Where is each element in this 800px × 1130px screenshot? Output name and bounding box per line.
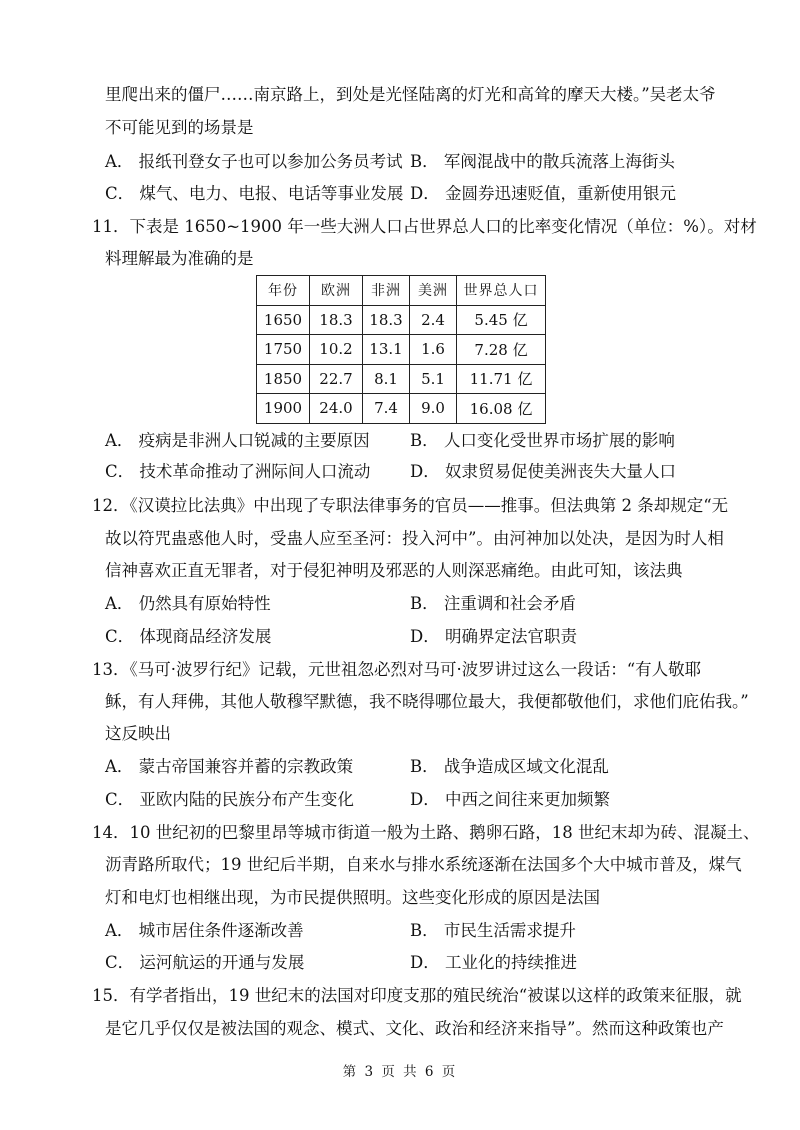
q14-stem-line-1: 14．10 世纪初的巴黎里昂等城市街道一般为土路、鹅卵石路，18 世纪末却为砖、混凝土、	[92, 823, 760, 842]
table-cell: 1650	[257, 305, 310, 335]
q12-option-a: A． 仍然具有原始特性	[105, 594, 271, 613]
table-row	[257, 364, 546, 394]
table-row	[257, 335, 546, 365]
table-cell: 2.4	[410, 305, 457, 335]
q14-option-c: C． 运河航运的开通与发展	[105, 953, 305, 972]
table-header-row	[257, 276, 546, 306]
population-table	[256, 275, 546, 424]
table-cell: 1850	[257, 364, 310, 394]
q13-option-b: B． 战争造成区域文化混乱	[410, 757, 609, 776]
table-header-cell: 年份	[257, 276, 310, 306]
table-cell: 18.3	[363, 305, 410, 335]
q10-option-a: A． 报纸刊登女子也可以参加公务员考试	[105, 152, 403, 171]
table-cell: 16.08 亿	[457, 394, 546, 424]
table-cell: 9.0	[410, 394, 457, 424]
q11-stem-line-1: 11．下表是 1650~1900 年一些大洲人口占世界总人口的比率变化情况（单位：%）。对材	[92, 217, 757, 236]
q14-option-a: A． 城市居住条件逐渐改善	[105, 921, 304, 940]
q12-stem-line-2: 故以符咒蛊惑他人时，受蛊人应至圣河：投入河中”。由河神加以处决，是因为时人相	[105, 529, 724, 548]
table-row	[257, 305, 546, 335]
q13-option-c: C． 亚欧内陆的民族分布产生变化	[105, 790, 354, 809]
q15-stem-line-2: 是它几乎仅仅是被法国的观念、模式、文化、政治和经济来指导”。然而这种政策也产	[105, 1019, 724, 1038]
table-cell: 13.1	[363, 335, 410, 365]
table-cell: 24.0	[310, 394, 363, 424]
q11-option-d: D． 奴隶贸易促使美洲丧失大量人口	[410, 462, 676, 481]
q11-option-b: B． 人口变化受世界市场扩展的影响	[410, 431, 675, 450]
q10-option-c: C． 煤气、电力、电报、电话等事业发展	[105, 184, 404, 203]
table-row	[257, 394, 546, 424]
q12-stem-line-1: 12．《汉谟拉比法典》中出现了专职法律事务的官员——推事。但法典第 2 条却规定“无	[92, 496, 729, 515]
q12-option-d: D． 明确界定法官职责	[410, 627, 577, 646]
q12-stem-line-3: 信神喜欢正直无罪者，对于侵犯神明及邪恶的人则深恶痛绝。由此可知，该法典	[105, 561, 683, 580]
table-cell: 1750	[257, 335, 310, 365]
table-cell: 10.2	[310, 335, 363, 365]
q12-option-c: C． 体现商品经济发展	[105, 627, 272, 646]
table-cell: 8.1	[363, 364, 410, 394]
table-header-cell: 欧洲	[310, 276, 363, 306]
q10-stem-line-2: 不可能见到的场景是	[105, 118, 254, 137]
q15-stem-line-1: 15．有学者指出，19 世纪末的法国对印度支那的殖民统治“被谋以这样的政策来征服，就	[92, 986, 742, 1005]
table-header-cell: 美洲	[410, 276, 457, 306]
q13-stem-line-2: 稣，有人拜佛，其他人敬穆罕默德，我不晓得哪位最大，我便都敬他们，求他们庇佑我。”	[105, 692, 749, 711]
table-cell: 5.45 亿	[457, 305, 546, 335]
table-header-cell: 世界总人口	[457, 276, 546, 306]
q13-stem-line-1: 13．《马可·波罗行纪》记载，元世祖忽必烈对马可·波罗讲过这么一段话：“有人敬耶	[92, 660, 702, 679]
q14-option-b: B． 市民生活需求提升	[410, 921, 576, 940]
q10-option-b: B． 军阀混战中的散兵流落上海街头	[410, 152, 675, 171]
q14-stem-line-3: 灯和电灯也相继出现，为市民提供照明。这些变化形成的原因是法国	[105, 888, 600, 907]
table-header-cell: 非洲	[363, 276, 410, 306]
q10-stem-line-1: 里爬出来的僵尸……南京路上，到处是光怪陆离的灯光和高耸的摩天大楼。”吴老太爷	[105, 85, 716, 104]
q12-option-b: B． 注重调和社会矛盾	[410, 594, 576, 613]
table-cell: 1900	[257, 394, 310, 424]
q13-option-d: D． 中西之间往来更加频繁	[410, 790, 610, 809]
q14-stem-line-2: 沥青路所取代；19 世纪后半期，自来水与排水系统逐渐在法国多个大中城市普及，煤气	[105, 855, 742, 874]
q10-option-d: D． 金圆券迅速贬值，重新使用银元	[410, 184, 676, 203]
q13-stem-line-3: 这反映出	[105, 724, 171, 743]
table-cell: 11.71 亿	[457, 364, 546, 394]
table-cell: 5.1	[410, 364, 457, 394]
q11-option-a: A． 疫病是非洲人口锐减的主要原因	[105, 431, 370, 450]
q14-option-d: D． 工业化的持续推进	[410, 953, 577, 972]
table-cell: 7.28 亿	[457, 335, 546, 365]
table-cell: 22.7	[310, 364, 363, 394]
q13-option-a: A． 蒙古帝国兼容并蓄的宗教政策	[105, 757, 354, 776]
q11-stem-line-2: 料理解最为准确的是	[105, 249, 254, 268]
table-cell: 18.3	[310, 305, 363, 335]
page-footer: 第 3 页 共 6 页	[342, 1064, 458, 1080]
table-cell: 7.4	[363, 394, 410, 424]
q11-option-c: C． 技术革命推动了洲际间人口流动	[105, 462, 371, 481]
table-cell: 1.6	[410, 335, 457, 365]
